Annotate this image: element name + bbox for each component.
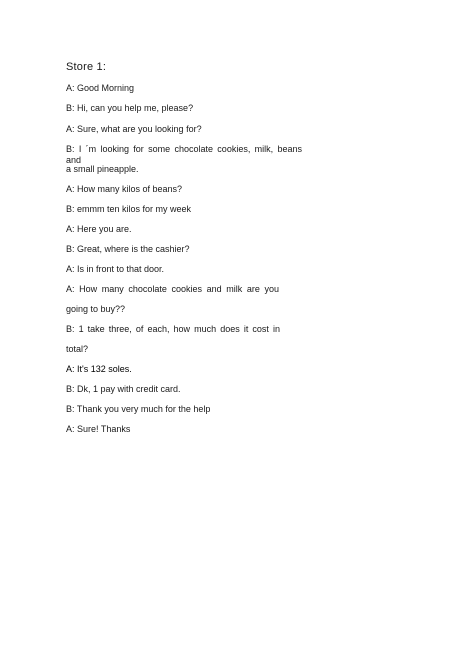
dialogue-line: going to buy?? bbox=[66, 304, 126, 314]
dialogue-line: A: Good Morning bbox=[66, 83, 135, 93]
dialogue-line: B: Dk, 1 pay with credit card. bbox=[66, 384, 181, 394]
dialogue-line: A: Here you are. bbox=[66, 224, 132, 234]
dialogue-line: A: Is in front to that door. bbox=[66, 264, 165, 274]
dialogue-line: B: 1 take three, of each, how much does it cost in bbox=[66, 324, 280, 334]
dialogue-line: A: How many kilos of beans? bbox=[66, 184, 183, 194]
dialogue-line: a small pineapple. bbox=[66, 164, 139, 174]
dialogue-line: B: emmm ten kilos for my week bbox=[66, 204, 192, 214]
dialogue-line: A: How many chocolate cookies and milk are you bbox=[66, 284, 279, 294]
document-title: Store 1: bbox=[66, 61, 107, 73]
dialogue-line: A: It's 132 soles. bbox=[66, 364, 132, 374]
dialogue-line: A: Sure, what are you looking for? bbox=[66, 124, 202, 134]
dialogue-line: B: Great, where is the cashier? bbox=[66, 244, 190, 254]
dialogue-line: B: I ´m looking for some chocolate cookies, milk, beans and bbox=[66, 144, 302, 165]
dialogue-line: B: Hi, can you help me, please? bbox=[66, 103, 194, 113]
dialogue-line: total? bbox=[66, 344, 89, 354]
dialogue-line: A: Sure! Thanks bbox=[66, 424, 131, 434]
dialogue-line: B: Thank you very much for the help bbox=[66, 404, 211, 414]
